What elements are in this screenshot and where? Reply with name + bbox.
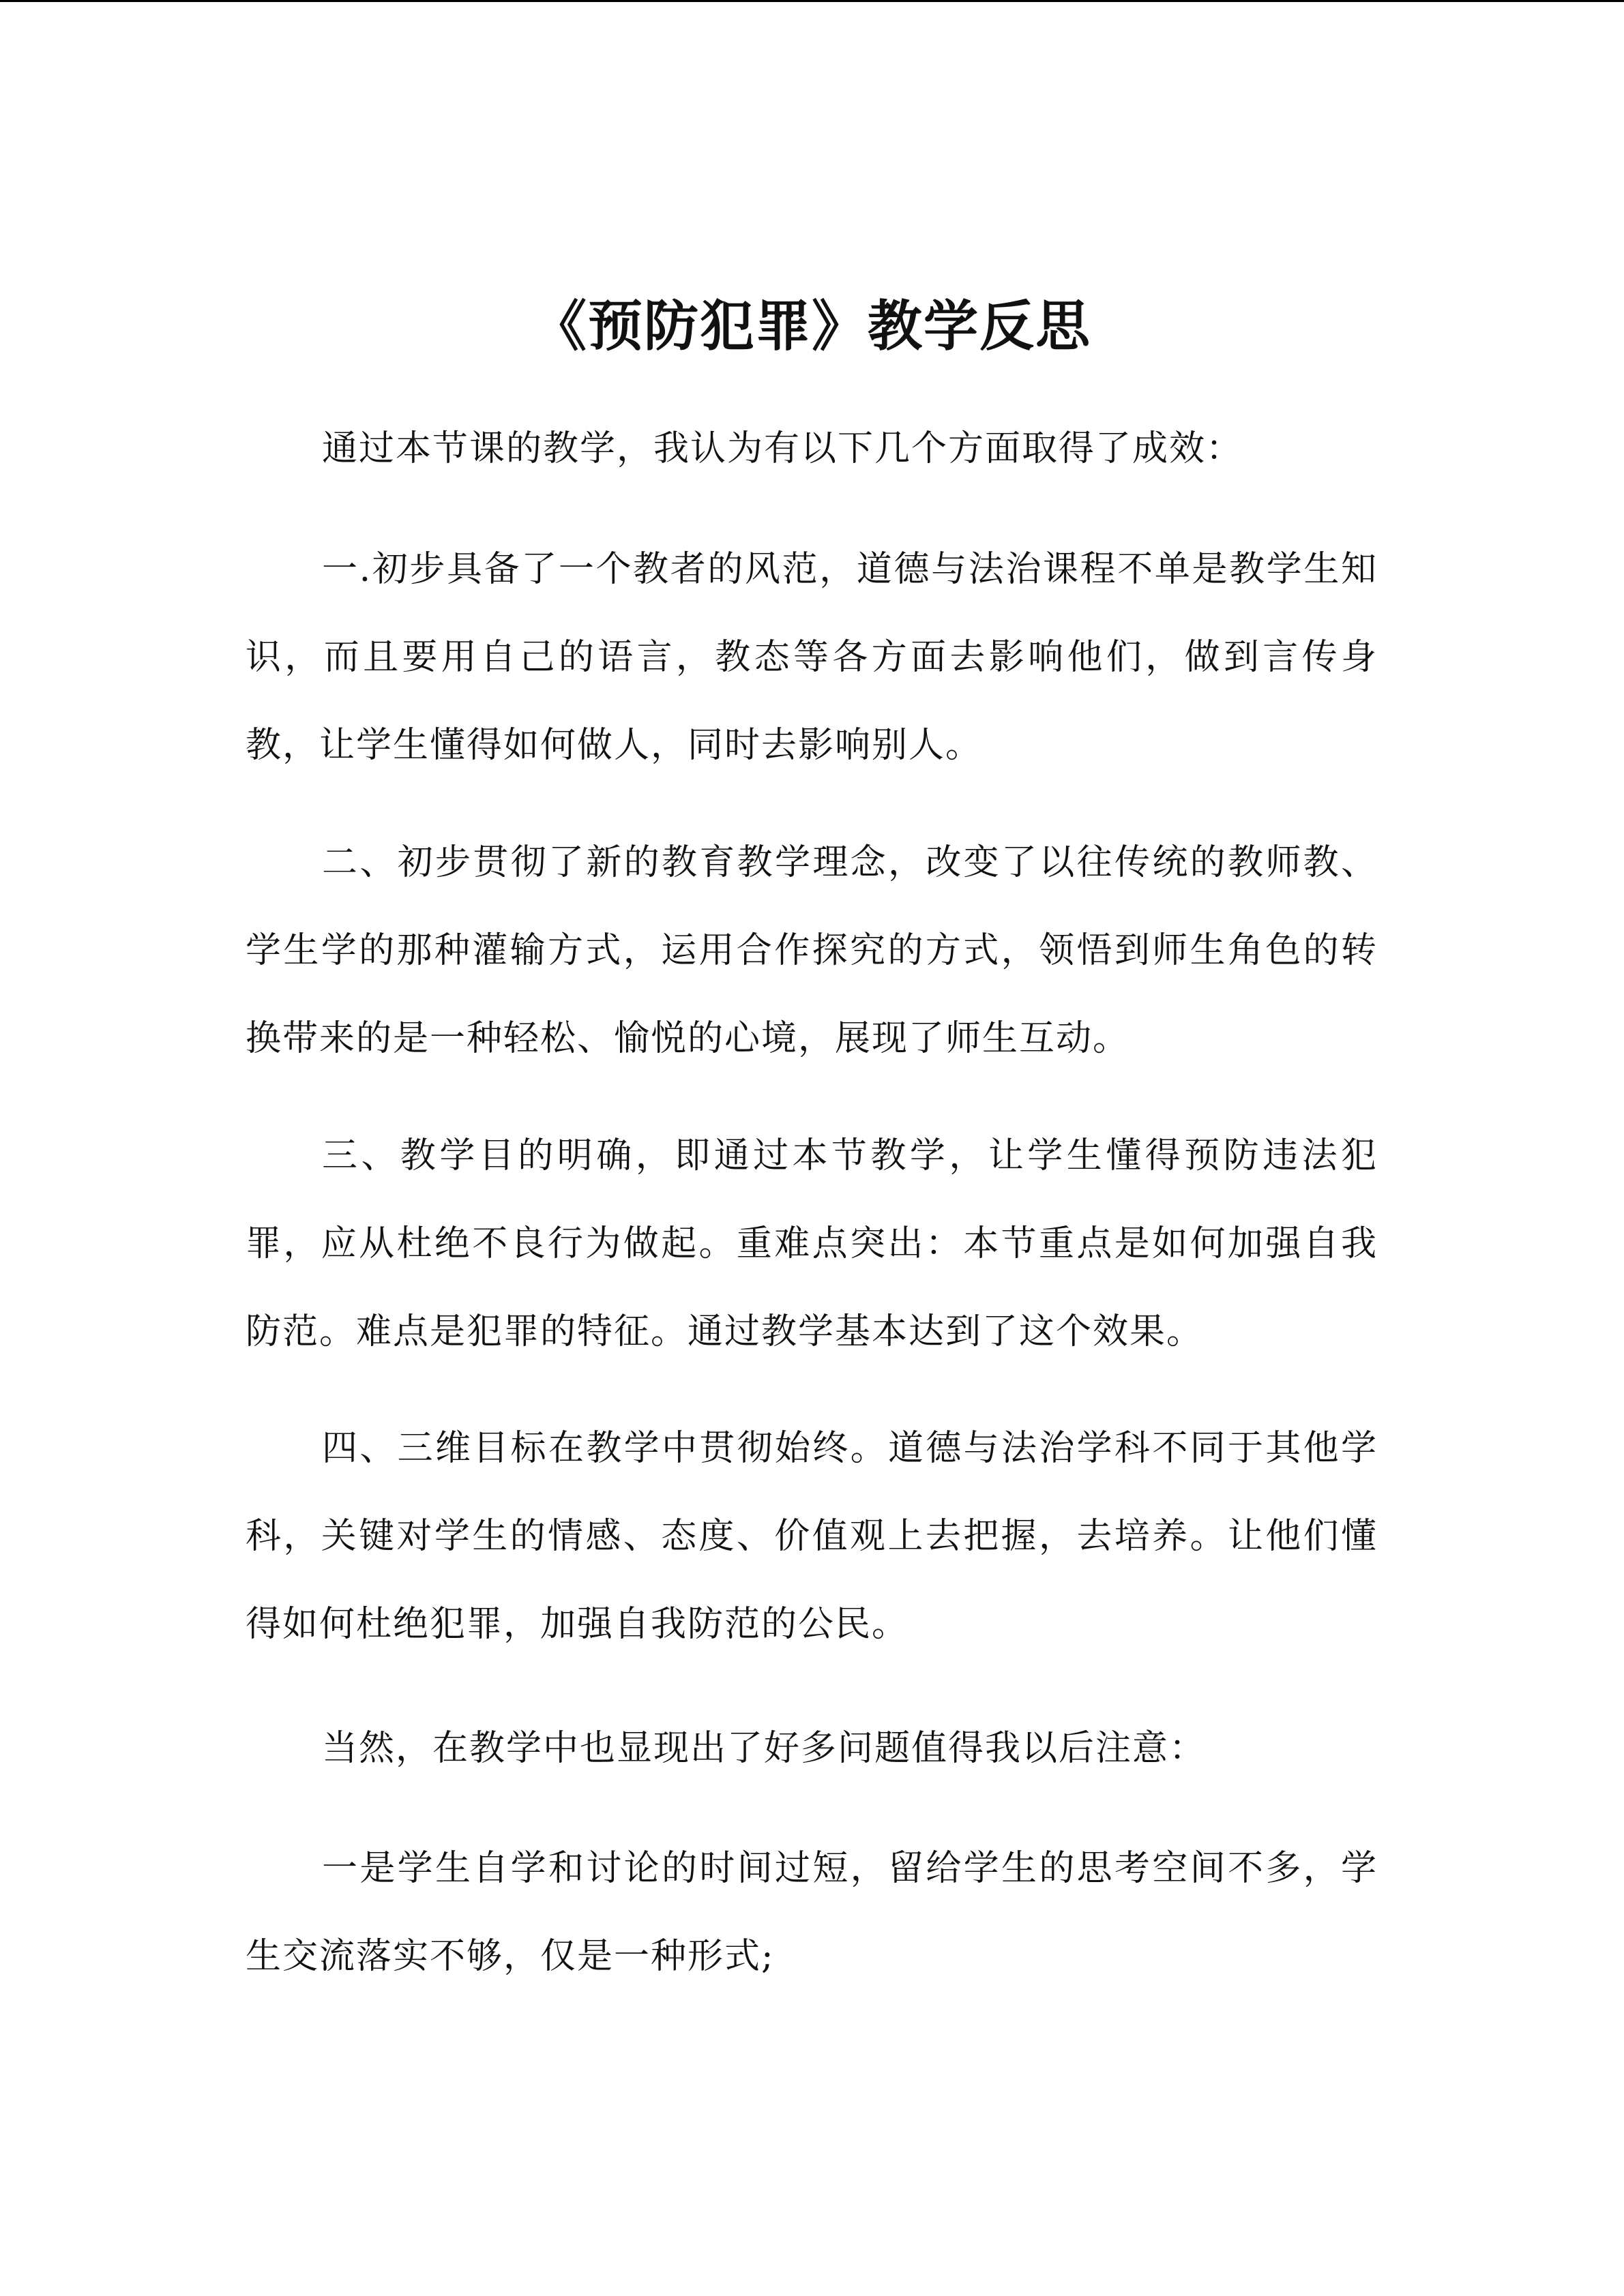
paragraph-point-one: 一.初步具备了一个教者的风范，道德与法治课程不单是教学生知识，而且要用自己的语言，教态等各方面去影响他们，做到言传身教，让学生懂得如何做人，同时去影响别人。 [246,549,1378,766]
paragraph-intro: 通过本节课的教学，我认为有以下几个方面取得了成效： [322,428,1243,469]
paragraph-point-two: 二、初步贯彻了新的教育教学理念，改变了以往传统的教师教、学生学的那种灌输方式，运用合作探究的方式，领悟到师生角色的转换带来的是一种轻松、愉悦的心境，展现了师生互动。 [246,842,1378,1059]
paragraph-problems-intro: 当然，在教学中也显现出了好多问题值得我以后注意： [322,1728,1207,1769]
paragraph-point-four: 四、三维目标在教学中贯彻始终。道德与法治学科不同于其他学科，关键对学生的情感、态度、价值观上去把握，去培养。让他们懂得如何杜绝犯罪，加强自我防范的公民。 [246,1428,1378,1645]
page-top-border [0,0,1624,2]
document-title: 《预防犯罪》教学反思 [532,294,1091,358]
paragraph-point-three: 三、教学目的明确，即通过本节教学，让学生懂得预防违法犯罪，应从杜绝不良行为做起。重难点突出：本节重点是如何加强自我防范。难点是犯罪的特征。通过教学基本达到了这个效果。 [246,1135,1378,1352]
paragraph-problem-one: 一是学生自学和讨论的时间过短，留给学生的思考空间不多，学生交流落实不够，仅是一种形式; [246,1848,1378,1977]
